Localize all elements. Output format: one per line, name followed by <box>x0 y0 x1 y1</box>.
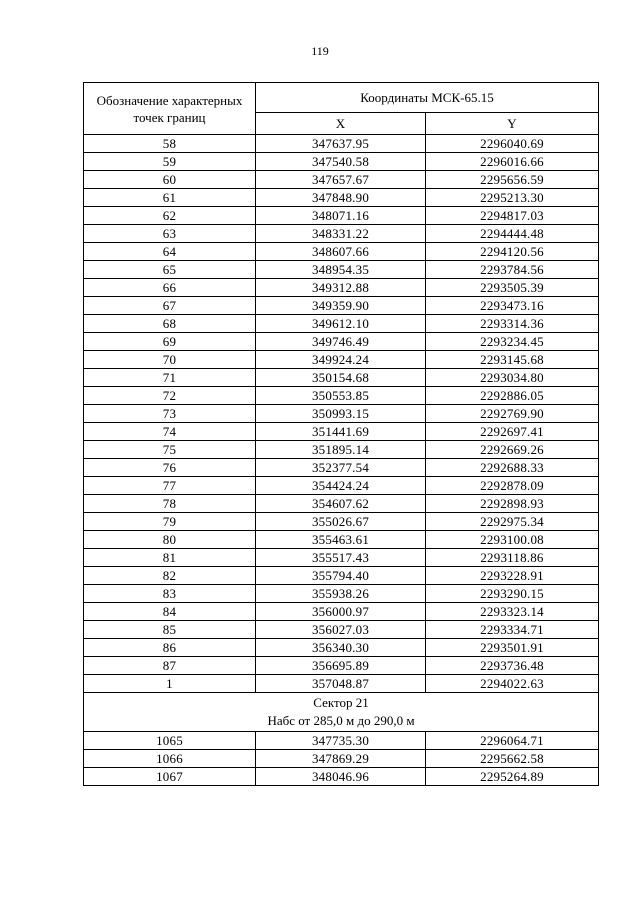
point-cell: 75 <box>84 441 256 459</box>
y-cell: 2293784.56 <box>426 261 599 279</box>
point-cell: 69 <box>84 333 256 351</box>
table-row <box>84 441 599 459</box>
x-cell: 347735.30 <box>256 732 426 750</box>
point-cell: 73 <box>84 405 256 423</box>
point-cell: 61 <box>84 189 256 207</box>
x-cell: 350154.68 <box>256 369 426 387</box>
sector-block <box>84 693 599 732</box>
table-row <box>84 369 599 387</box>
x-cell: 350553.85 <box>256 387 426 405</box>
y-cell: 2293314.36 <box>426 315 599 333</box>
point-cell: 77 <box>84 477 256 495</box>
x-cell: 355026.67 <box>256 513 426 531</box>
table-row <box>84 621 599 639</box>
table-row <box>84 585 599 603</box>
point-cell: 59 <box>84 153 256 171</box>
y-cell: 2296016.66 <box>426 153 599 171</box>
x-cell: 351895.14 <box>256 441 426 459</box>
y-cell: 2295213.30 <box>426 189 599 207</box>
x-cell: 348331.22 <box>256 225 426 243</box>
point-cell: 65 <box>84 261 256 279</box>
table-row <box>84 750 599 768</box>
y-cell: 2293501.91 <box>426 639 599 657</box>
sector-cell <box>84 693 599 732</box>
point-cell: 80 <box>84 531 256 549</box>
y-cell: 2292898.93 <box>426 495 599 513</box>
x-cell: 347848.90 <box>256 189 426 207</box>
table-row <box>84 279 599 297</box>
point-column-header: Обозначение характерных точек границ <box>84 83 256 135</box>
table-row <box>84 333 599 351</box>
x-cell: 355938.26 <box>256 585 426 603</box>
table-row <box>84 243 599 261</box>
y-cell: 2293736.48 <box>426 657 599 675</box>
x-cell: 348607.66 <box>256 243 426 261</box>
x-cell: 349924.24 <box>256 351 426 369</box>
point-cell: 1 <box>84 675 256 693</box>
point-cell: 66 <box>84 279 256 297</box>
x-cell: 349312.88 <box>256 279 426 297</box>
point-cell: 79 <box>84 513 256 531</box>
x-cell: 355794.40 <box>256 567 426 585</box>
table-row <box>84 351 599 369</box>
point-cell: 71 <box>84 369 256 387</box>
table-row <box>84 768 599 786</box>
y-cell: 2293290.15 <box>426 585 599 603</box>
x-cell: 357048.87 <box>256 675 426 693</box>
y-cell: 2295662.58 <box>426 750 599 768</box>
x-cell: 356695.89 <box>256 657 426 675</box>
y-cell: 2294120.56 <box>426 243 599 261</box>
point-cell: 81 <box>84 549 256 567</box>
table-row <box>84 657 599 675</box>
point-cell: 67 <box>84 297 256 315</box>
x-cell: 356027.03 <box>256 621 426 639</box>
point-cell: 68 <box>84 315 256 333</box>
y-cell: 2292878.09 <box>426 477 599 495</box>
point-cell: 62 <box>84 207 256 225</box>
y-cell: 2293323.14 <box>426 603 599 621</box>
y-cell: 2293118.86 <box>426 549 599 567</box>
table-row <box>84 531 599 549</box>
y-cell: 2293473.16 <box>426 297 599 315</box>
y-cell: 2294022.63 <box>426 675 599 693</box>
point-cell: 87 <box>84 657 256 675</box>
y-cell: 2294444.48 <box>426 225 599 243</box>
table-row <box>84 315 599 333</box>
point-cell: 83 <box>84 585 256 603</box>
x-cell: 347869.29 <box>256 750 426 768</box>
point-cell: 78 <box>84 495 256 513</box>
point-cell: 1067 <box>84 768 256 786</box>
y-cell: 2293145.68 <box>426 351 599 369</box>
table-row <box>84 387 599 405</box>
point-cell: 64 <box>84 243 256 261</box>
x-cell: 352377.54 <box>256 459 426 477</box>
y-column-header: Y <box>426 112 599 134</box>
table-row <box>84 423 599 441</box>
x-cell: 356340.30 <box>256 639 426 657</box>
table-row <box>84 135 599 153</box>
point-cell: 84 <box>84 603 256 621</box>
x-column-header: X <box>256 112 426 134</box>
table-row <box>84 171 599 189</box>
x-cell: 347540.58 <box>256 153 426 171</box>
x-cell: 347637.95 <box>256 135 426 153</box>
x-cell: 355463.61 <box>256 531 426 549</box>
point-cell: 82 <box>84 567 256 585</box>
x-cell: 354424.24 <box>256 477 426 495</box>
x-cell: 355517.43 <box>256 549 426 567</box>
point-cell: 63 <box>84 225 256 243</box>
table-row <box>84 603 599 621</box>
y-cell: 2295264.89 <box>426 768 599 786</box>
x-cell: 354607.62 <box>256 495 426 513</box>
y-cell: 2293228.91 <box>426 567 599 585</box>
table-row <box>84 495 599 513</box>
y-cell: 2293034.80 <box>426 369 599 387</box>
x-cell: 349746.49 <box>256 333 426 351</box>
point-cell: 85 <box>84 621 256 639</box>
y-cell: 2292688.33 <box>426 459 599 477</box>
x-cell: 350993.15 <box>256 405 426 423</box>
sector-rows <box>84 732 599 786</box>
x-cell: 351441.69 <box>256 423 426 441</box>
table-row <box>84 732 599 750</box>
table-row <box>84 459 599 477</box>
point-cell: 86 <box>84 639 256 657</box>
table-row <box>84 639 599 657</box>
point-cell: 1065 <box>84 732 256 750</box>
table-row <box>84 189 599 207</box>
table-row <box>84 513 599 531</box>
page-number: 119 <box>311 44 329 58</box>
point-cell: 70 <box>84 351 256 369</box>
point-cell: 74 <box>84 423 256 441</box>
y-cell: 2292975.34 <box>426 513 599 531</box>
y-cell: 2294817.03 <box>426 207 599 225</box>
y-cell: 2296064.71 <box>426 732 599 750</box>
point-cell: 1066 <box>84 750 256 768</box>
x-cell: 349359.90 <box>256 297 426 315</box>
table-row <box>84 261 599 279</box>
table-row <box>84 477 599 495</box>
point-cell: 60 <box>84 171 256 189</box>
x-cell: 348954.35 <box>256 261 426 279</box>
table-header-row <box>84 83 599 113</box>
x-cell: 348071.16 <box>256 207 426 225</box>
table-row <box>84 405 599 423</box>
coordinates-column-header: Координаты МСК-65.15 <box>256 83 599 113</box>
y-cell: 2292769.90 <box>426 405 599 423</box>
coordinates-table <box>83 82 599 786</box>
x-cell: 348046.96 <box>256 768 426 786</box>
sector-title: Сектор 21 <box>313 695 369 710</box>
sector-subtitle: Набс от 285,0 м до 290,0 м <box>267 713 415 728</box>
y-cell: 2295656.59 <box>426 171 599 189</box>
x-cell: 356000.97 <box>256 603 426 621</box>
y-cell: 2293334.71 <box>426 621 599 639</box>
y-cell: 2292886.05 <box>426 387 599 405</box>
point-cell: 58 <box>84 135 256 153</box>
table-row <box>84 549 599 567</box>
table-row <box>84 297 599 315</box>
x-cell: 349612.10 <box>256 315 426 333</box>
y-cell: 2292697.41 <box>426 423 599 441</box>
table-row <box>84 225 599 243</box>
y-cell: 2296040.69 <box>426 135 599 153</box>
y-cell: 2293505.39 <box>426 279 599 297</box>
y-cell: 2293234.45 <box>426 333 599 351</box>
table-row <box>84 675 599 693</box>
main-rows <box>84 135 599 693</box>
point-cell: 72 <box>84 387 256 405</box>
sector-row <box>84 693 599 732</box>
table-row <box>84 207 599 225</box>
y-cell: 2293100.08 <box>426 531 599 549</box>
point-cell: 76 <box>84 459 256 477</box>
y-cell: 2292669.26 <box>426 441 599 459</box>
x-cell: 347657.67 <box>256 171 426 189</box>
table-row <box>84 567 599 585</box>
table-row <box>84 153 599 171</box>
